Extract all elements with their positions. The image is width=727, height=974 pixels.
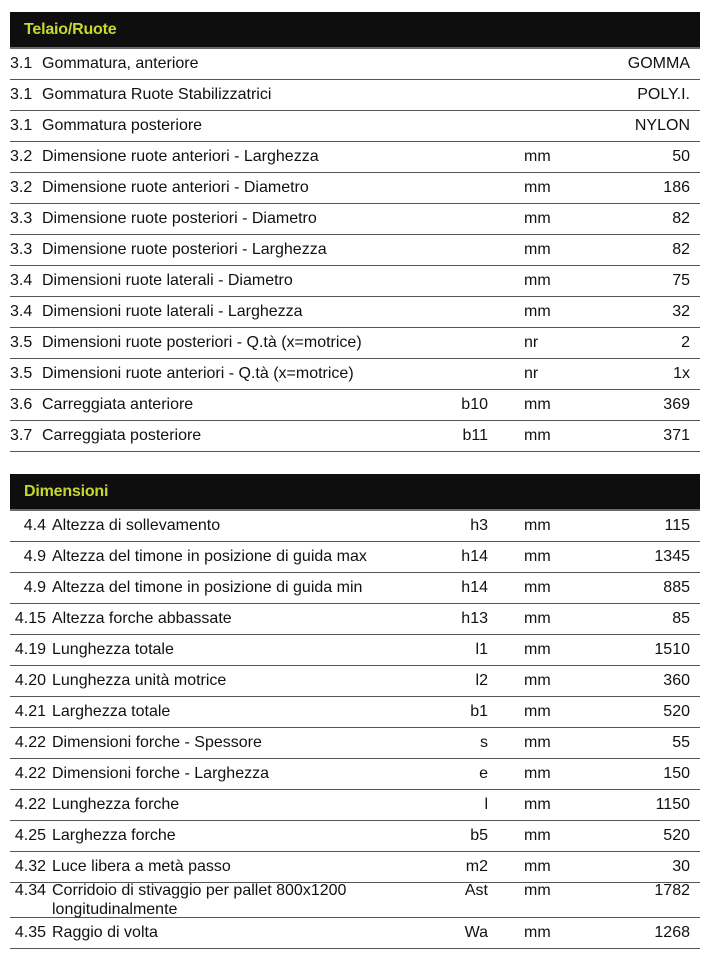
row-description: Lunghezza unità motrice xyxy=(52,672,227,689)
row-description: Dimensione ruote anteriori - Larghezza xyxy=(42,148,319,165)
row-number: 4.21 xyxy=(14,703,46,720)
row-description: Lunghezza totale xyxy=(52,641,174,658)
row-unit: mm xyxy=(524,303,551,320)
row-number: 3.1 xyxy=(10,86,33,103)
row-description: Luce libera a metà passo xyxy=(52,858,231,875)
row-description: Dimensioni ruote laterali - Larghezza xyxy=(42,303,303,320)
row-symbol: b5 xyxy=(470,827,488,844)
row-unit: mm xyxy=(524,924,551,941)
section-header xyxy=(10,12,700,49)
row-symbol: m2 xyxy=(465,858,488,875)
row-number: 4.19 xyxy=(14,641,46,658)
row-description: Dimensioni forche - Larghezza xyxy=(52,765,269,782)
row-unit: mm xyxy=(524,548,551,565)
table-row xyxy=(10,666,700,697)
section-dimensioni xyxy=(10,474,700,949)
row-number: 3.3 xyxy=(10,241,33,258)
table-row xyxy=(10,359,700,390)
row-number: 3.5 xyxy=(10,334,33,351)
row-value: 1268 xyxy=(654,924,690,941)
row-unit: mm xyxy=(524,517,551,534)
table-row xyxy=(10,604,700,635)
table-row xyxy=(10,635,700,666)
row-symbol: h14 xyxy=(461,548,488,565)
row-unit: mm xyxy=(524,241,551,258)
row-value: 85 xyxy=(672,610,690,627)
row-unit: mm xyxy=(524,734,551,751)
row-number: 4.32 xyxy=(14,858,46,875)
row-unit: mm xyxy=(524,827,551,844)
row-unit: mm xyxy=(524,272,551,289)
row-unit: nr xyxy=(524,334,539,351)
row-unit: mm xyxy=(524,672,551,689)
spec-table xyxy=(10,511,700,949)
row-number: 4.22 xyxy=(14,734,46,751)
row-description: Altezza forche abbassate xyxy=(52,610,232,627)
row-value: 369 xyxy=(663,396,690,413)
row-number: 4.22 xyxy=(14,765,46,782)
table-row xyxy=(10,49,700,80)
table-row xyxy=(10,328,700,359)
row-value: 371 xyxy=(663,427,690,444)
table-row xyxy=(10,918,700,949)
row-unit: mm xyxy=(524,858,551,875)
row-unit: mm xyxy=(524,579,551,596)
table-row xyxy=(10,173,700,204)
row-number: 3.5 xyxy=(10,365,33,382)
row-description: Gommatura, anteriore xyxy=(42,55,199,72)
row-symbol: e xyxy=(479,765,488,782)
table-row xyxy=(10,542,700,573)
row-number: 3.4 xyxy=(10,303,33,320)
row-number: 4.25 xyxy=(14,827,46,844)
row-number: 3.4 xyxy=(10,272,33,289)
row-description: Lunghezza forche xyxy=(52,796,180,813)
row-description: Altezza del timone in posizione di guida min xyxy=(52,579,363,596)
row-symbol: l1 xyxy=(475,641,488,658)
row-value: GOMMA xyxy=(627,55,690,72)
table-row xyxy=(10,883,700,918)
row-description: Dimensioni ruote anteriori - Q.tà (x=motrice) xyxy=(42,365,354,382)
row-unit: mm xyxy=(524,796,551,813)
row-description: Larghezza totale xyxy=(52,703,171,720)
row-value: 50 xyxy=(672,148,690,165)
table-row xyxy=(10,573,700,604)
row-description: Gommatura posteriore xyxy=(42,117,203,134)
table-row xyxy=(10,821,700,852)
row-unit: mm xyxy=(524,882,551,899)
row-number: 3.3 xyxy=(10,210,33,227)
row-description: Raggio di volta xyxy=(52,924,158,941)
row-symbol: b1 xyxy=(470,703,488,720)
row-value: 75 xyxy=(672,272,690,289)
table-row xyxy=(10,852,700,883)
row-number: 4.15 xyxy=(14,610,46,627)
section-telaio-ruote xyxy=(10,12,700,452)
row-number: 4.4 xyxy=(23,517,46,534)
row-description: Altezza di sollevamento xyxy=(52,517,221,534)
row-number: 3.7 xyxy=(10,427,33,444)
row-unit: mm xyxy=(524,703,551,720)
row-number: 3.1 xyxy=(10,117,33,134)
row-value: 32 xyxy=(672,303,690,320)
row-symbol: h3 xyxy=(470,517,488,534)
row-value: 1782 xyxy=(654,882,690,899)
row-description: Corridoio di stivaggio per pallet 800x1200 longitudinalmente xyxy=(52,882,347,918)
table-row xyxy=(10,421,700,452)
row-value: 82 xyxy=(672,210,690,227)
row-value: 2 xyxy=(681,334,690,351)
row-number: 3.2 xyxy=(10,179,33,196)
row-value: 30 xyxy=(672,858,690,875)
row-unit: mm xyxy=(524,179,551,196)
row-value: 885 xyxy=(663,579,690,596)
row-value: 360 xyxy=(663,672,690,689)
row-symbol: h13 xyxy=(461,610,488,627)
row-symbol: l2 xyxy=(475,672,488,689)
row-description: Dimensioni ruote posteriori - Q.tà (x=motrice) xyxy=(42,334,362,351)
row-unit: mm xyxy=(524,210,551,227)
section-title: Telaio/Ruote xyxy=(24,20,117,38)
row-number: 4.22 xyxy=(14,796,46,813)
row-unit: mm xyxy=(524,641,551,658)
row-value: 1345 xyxy=(654,548,690,565)
row-value: 1510 xyxy=(654,641,690,658)
row-description: Carreggiata anteriore xyxy=(42,396,194,413)
row-number: 4.34 xyxy=(14,882,46,899)
row-value: 82 xyxy=(672,241,690,258)
row-symbol: s xyxy=(480,734,488,751)
row-value: 150 xyxy=(663,765,690,782)
table-row xyxy=(10,266,700,297)
row-value: 520 xyxy=(663,827,690,844)
row-number: 4.9 xyxy=(23,579,46,596)
row-value: 1150 xyxy=(655,796,690,813)
row-symbol: Ast xyxy=(464,882,488,899)
row-value: 186 xyxy=(663,179,690,196)
table-row xyxy=(10,728,700,759)
table-row xyxy=(10,204,700,235)
row-value: 115 xyxy=(664,517,690,534)
row-value: NYLON xyxy=(634,117,690,134)
table-row xyxy=(10,235,700,266)
row-value: 1x xyxy=(673,365,690,382)
row-description: Dimensione ruote posteriori - Larghezza xyxy=(42,241,327,258)
table-row xyxy=(10,80,700,111)
row-unit: nr xyxy=(524,365,539,382)
row-value: POLY.I. xyxy=(637,86,690,103)
row-number: 4.35 xyxy=(14,924,46,941)
row-number: 4.9 xyxy=(23,548,46,565)
row-unit: mm xyxy=(524,765,551,782)
table-row xyxy=(10,697,700,728)
row-unit: mm xyxy=(524,396,551,413)
row-symbol: l xyxy=(484,796,488,813)
row-description: Dimensioni ruote laterali - Diametro xyxy=(42,272,293,289)
row-unit: mm xyxy=(524,427,551,444)
row-value: 520 xyxy=(663,703,690,720)
row-description: Carreggiata posteriore xyxy=(42,427,202,444)
row-number: 3.1 xyxy=(10,55,33,72)
row-symbol: b10 xyxy=(461,396,488,413)
row-number: 3.6 xyxy=(10,396,33,413)
row-description: Altezza del timone in posizione di guida max xyxy=(52,548,367,565)
table-row xyxy=(10,297,700,328)
row-unit: mm xyxy=(524,610,551,627)
row-description: Gommatura Ruote Stabilizzatrici xyxy=(42,86,272,103)
row-unit: mm xyxy=(524,148,551,165)
section-header xyxy=(10,474,700,511)
table-row xyxy=(10,111,700,142)
row-description: Dimensioni forche - Spessore xyxy=(52,734,262,751)
row-number: 3.2 xyxy=(10,148,33,165)
row-description: Dimensione ruote posteriori - Diametro xyxy=(42,210,317,227)
table-row xyxy=(10,511,700,542)
table-row xyxy=(10,790,700,821)
table-row xyxy=(10,390,700,421)
table-row xyxy=(10,759,700,790)
row-description: Larghezza forche xyxy=(52,827,176,844)
row-value: 55 xyxy=(672,734,690,751)
row-number: 4.20 xyxy=(14,672,46,689)
row-description: Dimensione ruote anteriori - Diametro xyxy=(42,179,309,196)
spec-table xyxy=(10,49,700,452)
row-symbol: Wa xyxy=(464,924,488,941)
table-row xyxy=(10,142,700,173)
row-symbol: b11 xyxy=(462,427,488,444)
section-title: Dimensioni xyxy=(24,482,109,500)
row-symbol: h14 xyxy=(461,579,488,596)
